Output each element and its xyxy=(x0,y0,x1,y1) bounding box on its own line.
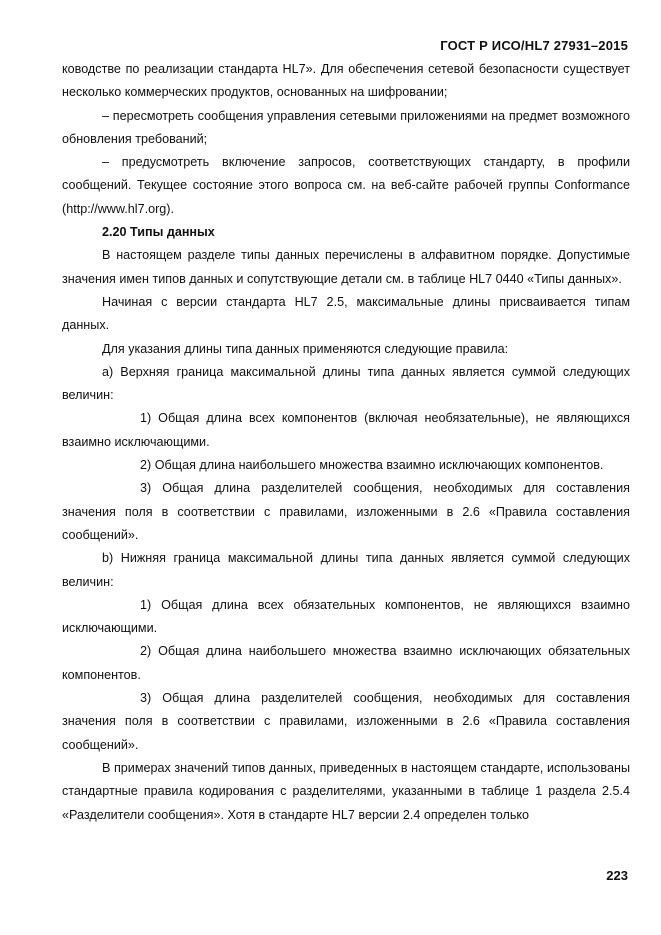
rule-b-item-3: 3) Общая длина разделителей сообщения, необходимых для составления значения поля в соответствии с правилами, изложенными в 2.6 «Правила составления сообщений». xyxy=(62,691,630,752)
rule-a-item-1: 1) Общая длина всех компонентов (включая необязательные), не являющихся взаимно исключающими. xyxy=(62,411,630,449)
paragraph-version: Начиная с версии стандарта HL7 2.5, максимальные длины присваивается типам данных. xyxy=(62,294,630,333)
list-item-bullet-2: – предусмотреть включение запросов, соответствующих стандарту, в профили сообщений. Текущее состояние этого вопроса см. на веб-сайте рабочей группы Conformance (http://www.hl7.org). xyxy=(62,155,630,216)
paragraph-continuation: ководстве по реализации стандарта HL7». Для обеспечения сетевой безопасности существует несколько коммерческих продуктов, основанных на шифровании; xyxy=(62,62,630,100)
rule-a-item-3: 3) Общая длина разделителей сообщения, необходимых для составления значения поля в соответствии с правилами, изложенными в 2.6 «Правила составления сообщений». xyxy=(62,481,630,542)
document-header: ГОСТ Р ИСО/HL7 27931–2015 xyxy=(440,38,628,53)
document-body xyxy=(62,58,630,827)
rule-b-item-1: 1) Общая длина всех обязательных компонентов, не являющихся взаимно исключающими. xyxy=(62,597,630,636)
page-number: 223 xyxy=(606,868,628,883)
rule-b: b) Нижняя граница максимальной длины типа данных является суммой следующих величин: xyxy=(62,551,630,589)
rule-a-item-2: 2) Общая длина наибольшего множества взаимно исключающих компонентов. xyxy=(140,458,604,473)
paragraph-examples: В примерах значений типов данных, приведенных в настоящем стандарте, использованы стандартные правила кодирования с разделителями, указанными в таблице 1 раздела 2.5.4 «Разделители сообщения». Хотя в стандарте HL7 версии 2.4 определен только xyxy=(62,760,630,822)
rule-b-item-2: 2) Общая длина наибольшего множества взаимно исключающих обязательных компонентов. xyxy=(62,644,630,682)
rule-a: а) Верхняя граница максимальной длины типа данных является суммой следующих величин: xyxy=(62,364,630,403)
list-item-bullet-1: – пересмотреть сообщения управления сетевыми приложениями на предмет возможного обновления требований; xyxy=(62,108,630,146)
paragraph-rules: Для указания длины типа данных применяются следующие правила: xyxy=(102,341,509,356)
paragraph-intro: В настоящем разделе типы данных перечислены в алфавитном порядке. Допустимые значения имен типов данных и сопутствующие детали см. в таблице HL7 0440 «Типы данных». xyxy=(62,248,630,286)
section-heading: 2.20 Типы данных xyxy=(102,225,215,240)
